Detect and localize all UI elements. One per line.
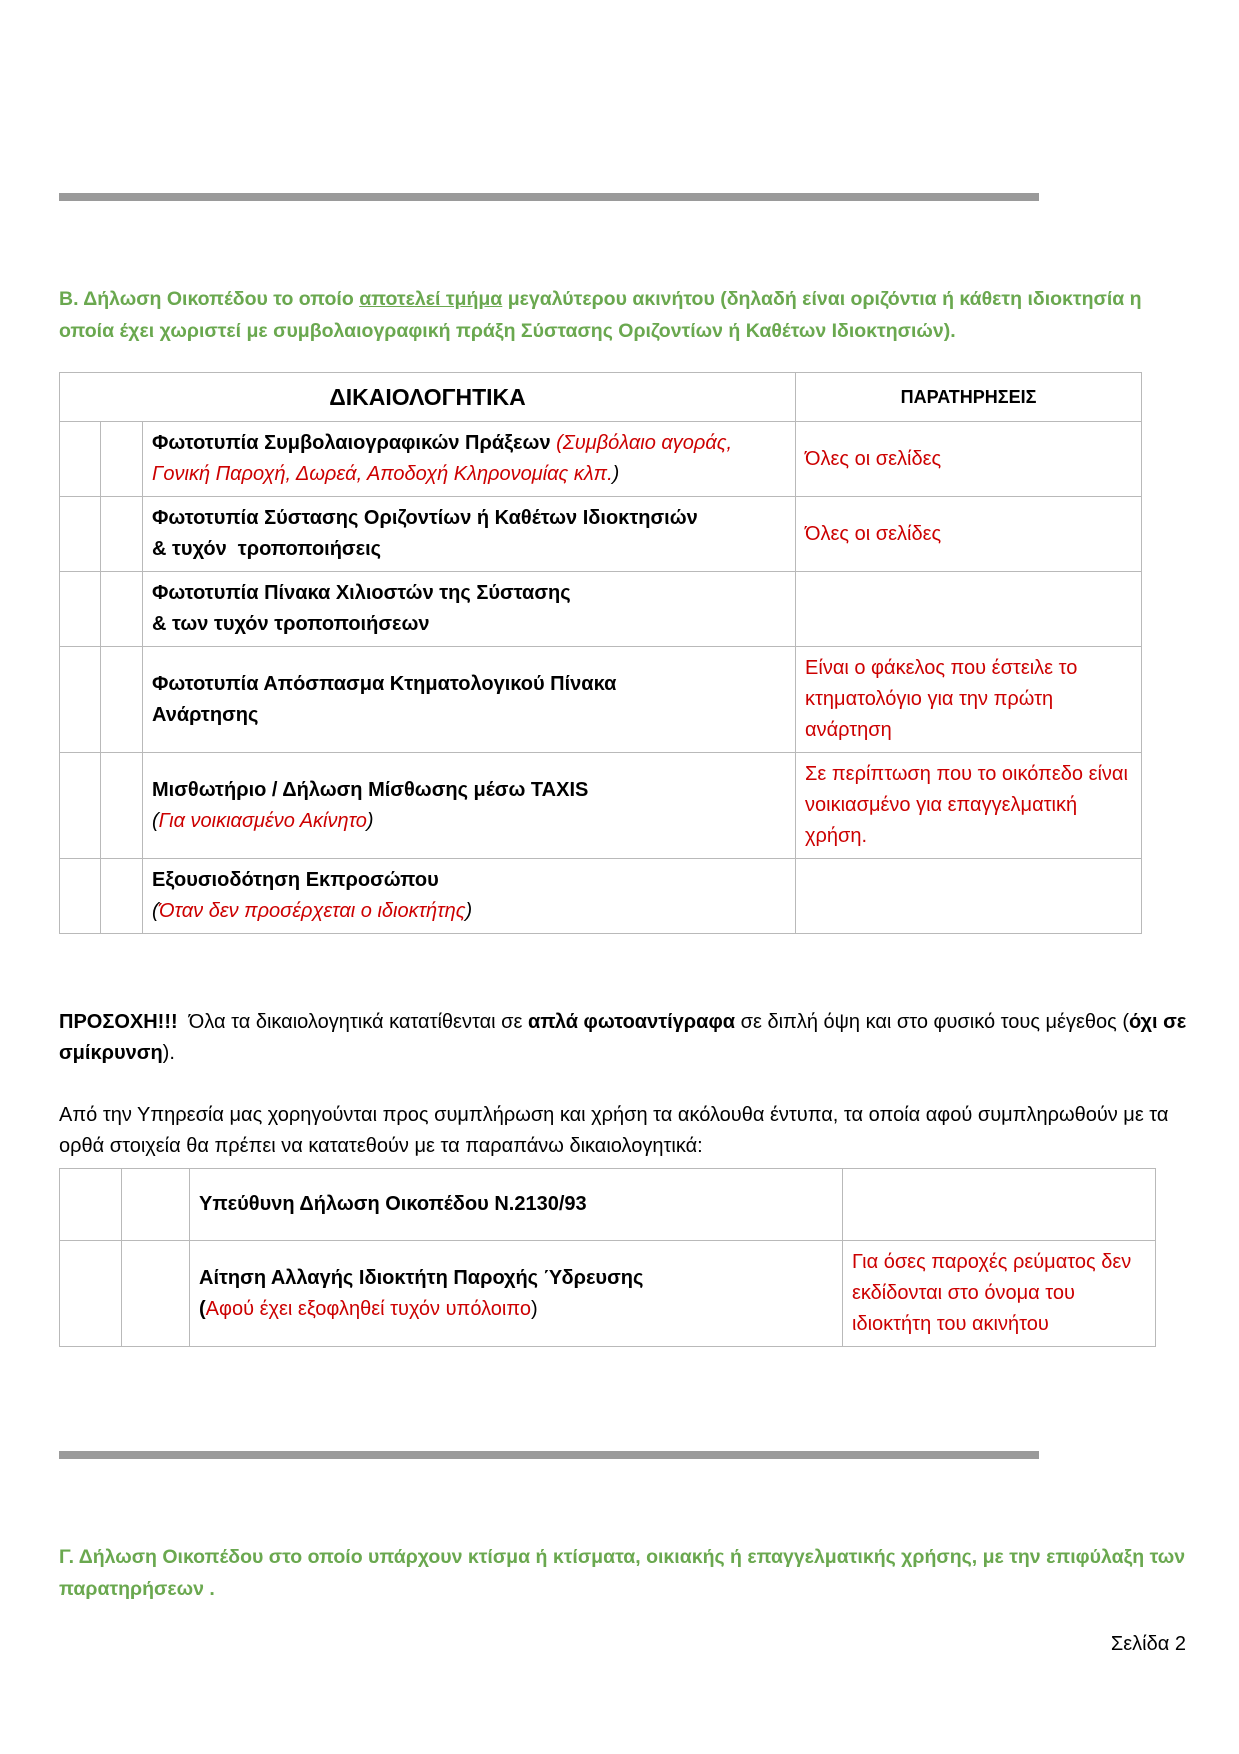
checkbox-cell [60,497,101,572]
paren-open: ( [152,900,159,922]
header-documents: ΔΙΚΑΙΟΛΟΓΗΤΙΚΑ [60,373,796,422]
paren-open: ( [556,432,563,454]
paren-open: ( [199,1297,206,1320]
separator-line-bottom [59,1451,1039,1459]
note-cell: Είναι ο φάκελος που έστειλε το κτηματολόγιο για την πρώτη ανάρτηση [796,647,1142,753]
table-row [60,859,1142,934]
section-b-prefix: Β. Δήλωση Οικοπέδου το οποίο [59,288,360,310]
table-row [60,1169,1156,1241]
note-cell: Για όσες παροχές ρεύματος δεν εκδίδονται στο όνομα του ιδιοκτήτη του ακινήτου [843,1241,1156,1347]
document-title: Φωτοτυπία Απόσπασμα Κτηματολογικού Πίνακα Ανάρτησης [152,672,617,726]
checkbox-cell [101,647,143,753]
checkbox-cell [101,497,143,572]
notice-paragraph [59,1007,1189,1069]
separator-line-top [59,193,1039,201]
checkbox-cell [122,1169,190,1241]
section-c-heading: Γ. Δήλωση Οικοπέδου στο οποίο υπάρχουν κτίσμα ή κτίσματα, οικιακής ή επαγγελματικής χρήσης, με την επιφύλαξη των παρατηρήσεων . [59,1546,1186,1600]
notice-text: ). [162,1042,175,1064]
document-cell [143,497,796,572]
notice-emphasis: απλά φωτοαντίγραφα [527,1011,736,1033]
document-detail: Συμβόλαιο αγοράς, Γονική Παροχή, Δωρεά, Αποδοχή Κληρονομίας κλπ. [152,432,733,485]
checkbox-cell [60,422,101,497]
document-detail: Για νοικιασμένο Ακίνητο [158,809,367,832]
checkbox-cell [60,859,101,934]
document-cell [143,753,796,859]
note-cell [796,572,1142,647]
document-title: Φωτοτυπία Συμβολαιογραφικών Πράξεων [152,432,557,454]
paren-close: ) [612,463,620,485]
checkbox-cell [60,647,101,753]
checkbox-cell [101,859,143,934]
checkbox-cell [60,1169,122,1241]
forms-table [59,1168,1156,1347]
form-cell: Υπεύθυνη Δήλωση Οικοπέδου Ν.2130/93 [190,1169,843,1241]
notice-text: σε διπλή όψη και στο φυσικό τους μέγεθος ( [735,1011,1129,1033]
document-cell [143,859,796,934]
form-cell [190,1241,843,1347]
document-title: Εξουσιοδότηση Εκπροσώπου [152,869,439,891]
table-row [60,422,1142,497]
section-b-heading [59,283,1189,347]
note-cell: Όλες οι σελίδες [796,497,1142,572]
checkbox-cell [101,572,143,647]
table-header-row [60,373,1142,422]
notice-text: Όλα τα δικαιολογητικά κατατίθενται σε [177,1011,528,1033]
table-row [60,647,1142,753]
form-title: Αίτηση Αλλαγής Ιδιοκτήτη Παροχής Ύδρευσης [199,1266,644,1289]
paren-close: ) [531,1297,538,1320]
checkbox-cell [60,572,101,647]
paren-close: ) [465,900,473,922]
page-number: Σελίδα 2 [1110,1633,1186,1655]
checkbox-cell [60,753,101,859]
document-cell [143,422,796,497]
table-row [60,1241,1156,1347]
notice-label: ΠΡΟΣΟΧΗ!!! [59,1011,178,1033]
section-b-underlined: αποτελεί τμήμα [359,288,503,310]
document-title: Μισθωτήριο / Δήλωση Μίσθωσης μέσω TAXIS [152,778,589,801]
note-cell [843,1169,1156,1241]
paren-open: ( [152,809,159,832]
document-cell [143,572,796,647]
notice-emphasis: όχι σε σμίκρυνση [59,1011,1187,1064]
checkbox-cell [101,422,143,497]
document-title-line2: & των τυχόν τροποποιήσεων [152,613,430,635]
paren-close: ) [366,809,374,832]
form-detail: Αφού έχει εξοφληθεί τυχόν υπόλοιπο [205,1297,531,1320]
checkbox-cell [60,1241,122,1347]
section-b-suffix: μεγαλύτερου ακινήτου (δηλαδή είναι οριζόντια ή κάθετη ιδιοκτησία η οποία έχει χωριστεί με συμβολαιογραφική πράξη Σύστασης Οριζοντίων ή Καθέτων Ιδιοκτησιών). [59,288,1142,342]
document-title-line2: & τυχόν τροποποιήσεις [152,538,382,560]
note-cell: Όλες οι σελίδες [796,422,1142,497]
table-row [60,497,1142,572]
documents-table [59,372,1142,934]
header-notes: ΠΑΡΑΤΗΡΗΣΕΙΣ [796,373,1142,422]
note-cell: Σε περίπτωση που το οικόπεδο είναι νοικιασμένο για επαγγελματική χρήση. [796,753,1142,859]
checkbox-cell [122,1241,190,1347]
document-title-line1: Φωτοτυπία Πίνακα Χιλιοστών της Σύστασης [152,582,571,604]
table-row [60,753,1142,859]
forms-intro-paragraph: Από την Υπηρεσία μας χορηγούνται προς συμπλήρωση και χρήση τα ακόλουθα έντυπα, τα οποία αφού συμπληρωθούν με τα ορθά στοιχεία θα πρέπει να κατατεθούν με τα παραπάνω δικαιολογητικά: [59,1104,1169,1157]
note-cell [796,859,1142,934]
document-cell [143,647,796,753]
table-row [60,572,1142,647]
document-detail: Όταν δεν προσέρχεται ο ιδιοκτήτης [158,900,466,922]
checkbox-cell [101,753,143,859]
document-title-line1: Φωτοτυπία Σύστασης Οριζοντίων ή Καθέτων Ιδιοκτησιών [152,507,698,529]
